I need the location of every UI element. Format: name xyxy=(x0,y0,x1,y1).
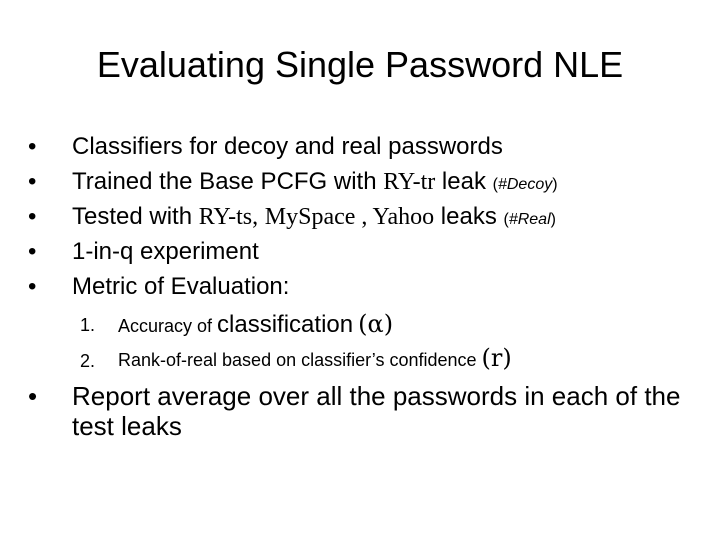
leak-separator: , xyxy=(355,204,373,230)
bullet-marker: • xyxy=(28,203,37,230)
sub-item-number: 1. xyxy=(80,315,96,335)
bullet-trained-leak: leak xyxy=(435,168,493,195)
bullet-metric: Metric of Evaluation: xyxy=(72,273,290,300)
sub-item-rank-text: Rank-of-real based on classifier’s confidence xyxy=(118,350,482,370)
r-symbol: (r) xyxy=(481,344,512,372)
bullet-marker: • xyxy=(28,168,37,195)
sub-item-accuracy xyxy=(118,310,393,339)
sub-item-number: 2. xyxy=(80,351,96,371)
sub-item-rank xyxy=(118,344,512,372)
bullet-trained xyxy=(72,168,558,196)
sub-item-accuracy-word: classification xyxy=(217,311,354,338)
decoy-note: (#Decoy) xyxy=(492,176,558,193)
bullet-classifiers: Classifiers for decoy and real passwords xyxy=(72,133,503,160)
leak-ry-tr: RY-tr xyxy=(383,169,436,195)
bullet-tested-text: Tested with xyxy=(72,203,199,230)
bullet-report: Report average over all the passwords in each of the test leaks xyxy=(72,381,681,441)
bullet-marker: • xyxy=(28,381,38,411)
leak-ry-ts: RY-ts, xyxy=(198,204,259,230)
bullet-experiment: 1-in-q experiment xyxy=(72,238,259,265)
bullet-trained-text: Trained the Base PCFG with xyxy=(72,168,384,195)
slide-title: Evaluating Single Password NLE xyxy=(96,44,624,85)
bullet-marker: • xyxy=(28,273,37,300)
bullet-marker: • xyxy=(28,133,37,160)
real-note: (#Real) xyxy=(503,211,556,228)
bullet-tested-leaks: leaks xyxy=(434,203,504,230)
bullet-marker: • xyxy=(28,238,37,265)
sub-item-accuracy-text: Accuracy of xyxy=(118,316,218,336)
bullet-tested xyxy=(72,203,556,231)
alpha-symbol: (α) xyxy=(358,310,394,338)
leak-yahoo: Yahoo xyxy=(372,204,435,230)
leak-myspace: MySpace xyxy=(264,204,356,230)
